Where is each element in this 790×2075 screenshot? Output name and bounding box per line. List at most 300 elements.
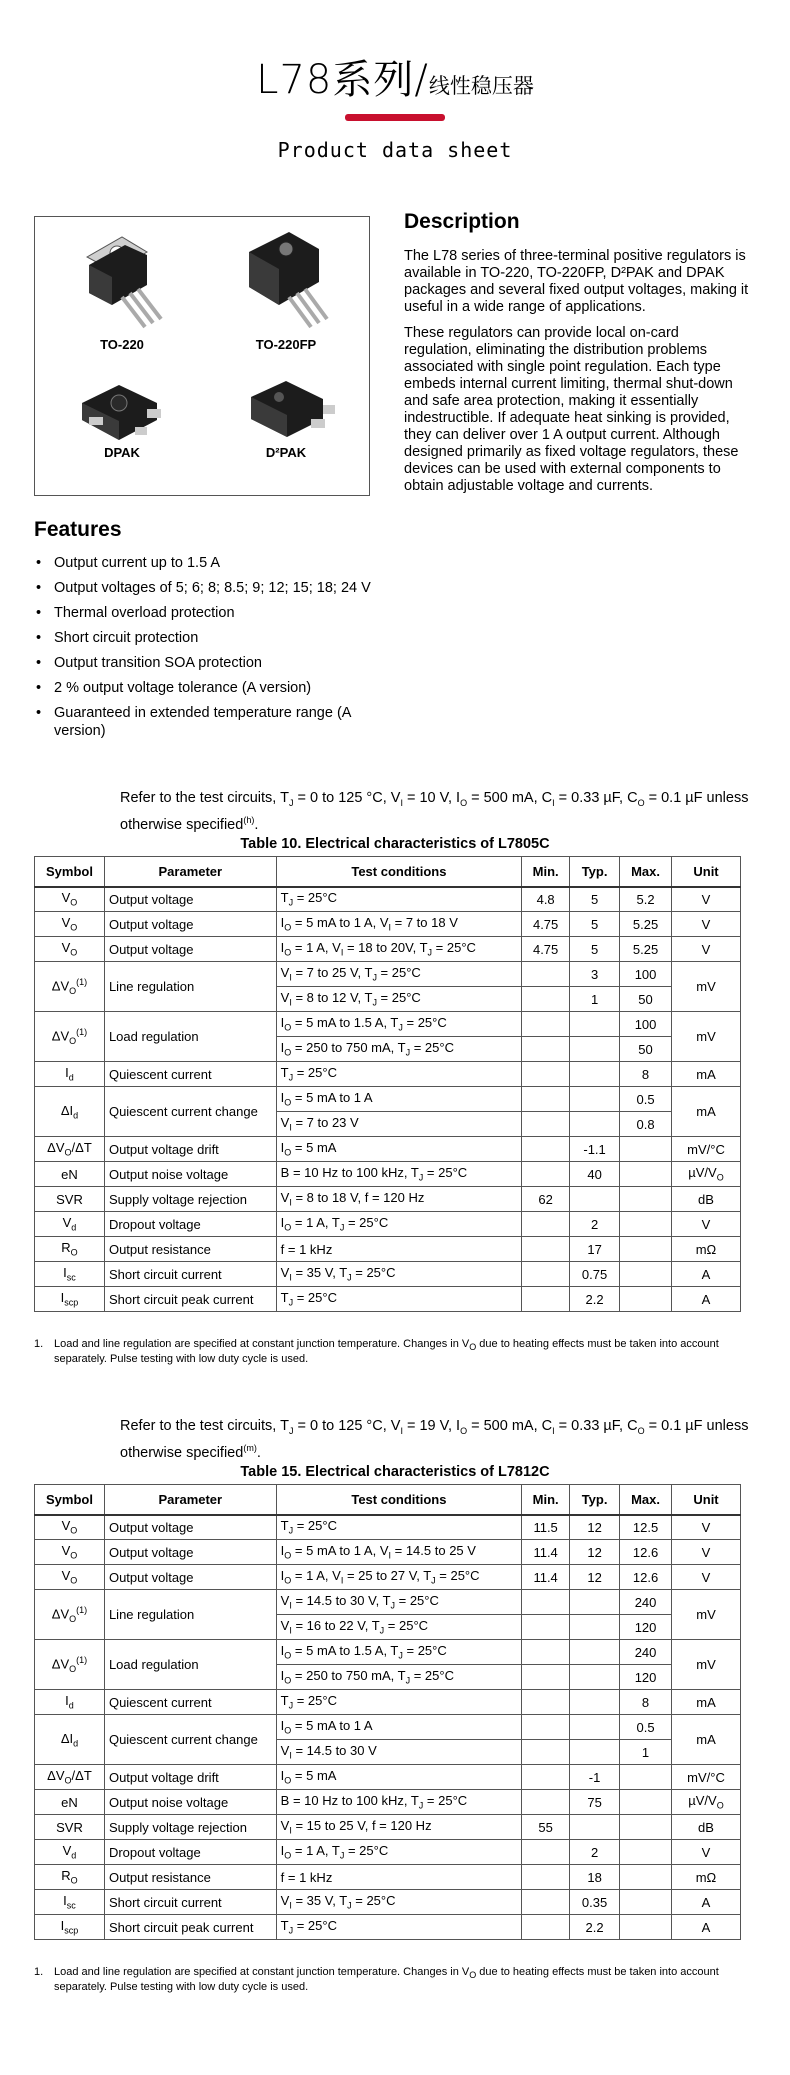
d2pak-package-icon xyxy=(231,375,341,445)
test-conditions-intro: Refer to the test circuits, $T_J = 0$ to 125 °C, $V_I = 19$ V, $I_O = 500$ mA, $C_I = 0.33$ µF, $C_O = 0.1$ µF unless otherwise specified$^{(m)}$. xyxy=(120,1418,749,1461)
table-cell: 12 xyxy=(570,1540,620,1565)
symbol-cell: $\Delta V_O/\Delta T$ xyxy=(35,1137,105,1162)
parameter-cell: Output resistance xyxy=(104,1865,276,1890)
parameter-cell: Output noise voltage xyxy=(104,1790,276,1815)
table-cell xyxy=(522,1740,570,1765)
table-cell xyxy=(522,1162,570,1187)
table-cell xyxy=(522,1590,570,1615)
table-cell: 40 xyxy=(570,1162,620,1187)
table-cell: -1.1 xyxy=(570,1137,620,1162)
table-cell xyxy=(522,1112,570,1137)
footnote-number: 1. xyxy=(34,1338,44,1350)
table-cell xyxy=(522,1665,570,1690)
table-header-row xyxy=(35,857,741,887)
footnote-text: Load and line regulation are specified at constant junction temperature. Changes in $V_O$ due to heating effects must be taken into account separately. Pulse testing with low duty cycle is used. xyxy=(54,1966,719,1994)
table-cell xyxy=(570,1715,620,1740)
table-cell: 0.5 xyxy=(620,1715,672,1740)
condition-cell: $V_I = 7$ to 23 V xyxy=(276,1112,522,1137)
parameter-cell: Output voltage drift xyxy=(104,1137,276,1162)
package-label: TO-220FP xyxy=(255,337,317,352)
package-label: DPAK xyxy=(104,445,140,460)
electrical-characteristics-table xyxy=(34,856,741,1312)
table-cell xyxy=(620,1865,672,1890)
table-row xyxy=(35,1087,741,1112)
list-item: • Short circuit protection xyxy=(34,629,374,647)
table-cell: 50 xyxy=(620,1037,672,1062)
table-cell xyxy=(570,1590,620,1615)
unit-cell: mV xyxy=(672,1640,741,1690)
description-paragraph: The L78 series of three-terminal positive regulators is available in TO-220, TO-220FP, D²PAK and DPAK packages and several fixed output voltages, making it useful in a wide range of applications. xyxy=(404,248,749,315)
list-item: • Output current up to 1.5 A xyxy=(34,554,374,572)
symbol-cell: $I_{sc}$ xyxy=(35,1890,105,1915)
package-dpak xyxy=(57,375,187,460)
symbol-cell: $V_O$ xyxy=(35,887,105,912)
symbol-cell: $\Delta V_O^{(1)}$ xyxy=(35,1012,105,1062)
unit-cell: V xyxy=(672,937,741,962)
table-row xyxy=(35,1137,741,1162)
parameter-cell: Output voltage xyxy=(104,912,276,937)
table-row xyxy=(35,1515,741,1540)
symbol-cell: $I_d$ xyxy=(35,1690,105,1715)
column-header: Unit xyxy=(672,1485,741,1515)
parameter-cell: Output voltage xyxy=(104,1515,276,1540)
table-cell: 2.2 xyxy=(570,1287,620,1312)
condition-cell: $I_O = 1$ A, $T_J = 25^\circ C$ xyxy=(276,1212,522,1237)
table-cell: 120 xyxy=(620,1615,672,1640)
condition-cell: $I_O = 5$ mA to 1 A, $V_I = 14.5$ to 25 V xyxy=(276,1540,522,1565)
table-row xyxy=(35,1815,741,1840)
table-cell: 0.75 xyxy=(570,1262,620,1287)
table-cell: 11.4 xyxy=(522,1565,570,1590)
table-cell xyxy=(522,1287,570,1312)
table-cell: 240 xyxy=(620,1640,672,1665)
title-sub: 线性稳压器 xyxy=(428,74,534,98)
symbol-cell: $I_{sc}$ xyxy=(35,1262,105,1287)
table-cell xyxy=(522,1062,570,1087)
column-header: Symbol xyxy=(35,1485,105,1515)
table-cell xyxy=(570,1187,620,1212)
table-cell xyxy=(570,1012,620,1037)
footnote-text: Load and line regulation are specified at constant junction temperature. Changes in $V_O$ due to heating effects must be taken into account separately. Pulse testing with low duty cycle is used. xyxy=(54,1338,719,1366)
intro-footnote-ref: (m) xyxy=(243,1442,257,1453)
table-cell: -1 xyxy=(570,1765,620,1790)
parameter-cell: Supply voltage rejection xyxy=(104,1187,276,1212)
table-cell xyxy=(620,1840,672,1865)
column-header: Typ. xyxy=(570,1485,620,1515)
symbol-cell: $I_d$ xyxy=(35,1062,105,1087)
parameter-cell: Short circuit current xyxy=(104,1890,276,1915)
column-header: Unit xyxy=(672,857,741,887)
table-cell: 8 xyxy=(620,1062,672,1087)
table-row xyxy=(35,937,741,962)
unit-cell: mV/°C xyxy=(672,1765,741,1790)
unit-cell: V xyxy=(672,1840,741,1865)
condition-cell: $V_I = 8$ to 18 V, f = 120 Hz xyxy=(276,1187,522,1212)
intro-vi: 19 V xyxy=(419,1418,448,1434)
test-conditions-intro: Refer to the test circuits, $T_J = 0$ to 125 °C, $V_I = 10$ V, $I_O = 500$ mA, $C_I = 0.33$ µF, $C_O = 0.1$ µF unless otherwise specified$^{(h)}$. xyxy=(120,790,749,833)
table-row xyxy=(35,1690,741,1715)
table-cell xyxy=(620,1915,672,1940)
parameter-cell: Load regulation xyxy=(104,1012,276,1062)
table-cell: 55 xyxy=(522,1815,570,1840)
column-header: Min. xyxy=(522,1485,570,1515)
condition-cell: f = 1 kHz xyxy=(276,1237,522,1262)
table-cell: 5.2 xyxy=(620,887,672,912)
table-cell xyxy=(620,1287,672,1312)
unit-cell: V xyxy=(672,1540,741,1565)
table-cell xyxy=(522,1640,570,1665)
table-cell xyxy=(620,1162,672,1187)
parameter-cell: Output voltage xyxy=(104,1540,276,1565)
condition-cell: $T_J = 25^\circ C$ xyxy=(276,1062,522,1087)
parameter-cell: Output noise voltage xyxy=(104,1162,276,1187)
table-cell xyxy=(620,1187,672,1212)
column-header: Symbol xyxy=(35,857,105,887)
parameter-cell: Output resistance xyxy=(104,1237,276,1262)
package-d2pak xyxy=(221,375,351,460)
table-row xyxy=(35,1840,741,1865)
condition-cell: $T_J = 25^\circ C$ xyxy=(276,1515,522,1540)
table-cell: 2.2 xyxy=(570,1915,620,1940)
column-header: Test conditions xyxy=(276,857,522,887)
unit-cell: mV/°C xyxy=(672,1137,741,1162)
table-cell: 5.25 xyxy=(620,912,672,937)
table-cell: 100 xyxy=(620,962,672,987)
unit-cell: V xyxy=(672,912,741,937)
table-cell xyxy=(570,1615,620,1640)
table-cell xyxy=(570,1665,620,1690)
parameter-cell: Quiescent current xyxy=(104,1062,276,1087)
parameter-cell: Short circuit peak current xyxy=(104,1287,276,1312)
condition-cell: $I_O = 1$ A, $T_J = 25^\circ C$ xyxy=(276,1840,522,1865)
list-item: • Output transition SOA protection xyxy=(34,654,374,672)
symbol-cell: $V_d$ xyxy=(35,1840,105,1865)
package-label: TO-220 xyxy=(100,337,144,352)
unit-cell: $\mu V/V_O$ xyxy=(672,1790,741,1815)
table-cell xyxy=(620,1212,672,1237)
parameter-cell: Output voltage xyxy=(104,937,276,962)
condition-cell: $V_I = 8$ to 12 V, $T_J = 25^\circ C$ xyxy=(276,987,522,1012)
parameter-cell: Line regulation xyxy=(104,1590,276,1640)
unit-cell: mΩ xyxy=(672,1865,741,1890)
condition-cell: $I_O = 5$ mA to 1 A xyxy=(276,1087,522,1112)
symbol-cell: $V_O$ xyxy=(35,1540,105,1565)
list-item: • Thermal overload protection xyxy=(34,604,374,622)
condition-cell: B = 10 Hz to 100 kHz, $T_J = 25^\circ C$ xyxy=(276,1162,522,1187)
table-cell: 5 xyxy=(570,912,620,937)
parameter-cell: Load regulation xyxy=(104,1640,276,1690)
table-cell: 0.8 xyxy=(620,1112,672,1137)
condition-cell: $V_I = 35$ V, $T_J = 25^\circ C$ xyxy=(276,1262,522,1287)
table-row xyxy=(35,887,741,912)
condition-cell: $I_O = 5$ mA to 1.5 A, $T_J = 25^\circ C$ xyxy=(276,1012,522,1037)
condition-cell: $I_O = 250$ to 750 mA, $T_J = 25^\circ C$ xyxy=(276,1037,522,1062)
table-cell xyxy=(620,1790,672,1815)
table-cell xyxy=(620,1237,672,1262)
table-cell: 17 xyxy=(570,1237,620,1262)
electrical-characteristics-table xyxy=(34,1484,741,1940)
intro-footnote-ref: (h) xyxy=(243,814,255,825)
table-cell xyxy=(522,1012,570,1037)
condition-cell: $I_O = 250$ to 750 mA, $T_J = 25^\circ C$ xyxy=(276,1665,522,1690)
table-cell: 12.6 xyxy=(620,1565,672,1590)
table-row xyxy=(35,1565,741,1590)
table-cell: 12 xyxy=(570,1515,620,1540)
document-subtitle: Product data sheet xyxy=(277,138,513,162)
table-cell: 1 xyxy=(620,1740,672,1765)
list-item: • Guaranteed in extended temperature range (A version) xyxy=(34,704,374,740)
table-cell: 1 xyxy=(570,987,620,1012)
unit-cell: V xyxy=(672,1515,741,1540)
to220-package-icon xyxy=(67,227,177,337)
symbol-cell: $V_O$ xyxy=(35,1515,105,1540)
table-row xyxy=(35,1715,741,1740)
table-cell xyxy=(620,1765,672,1790)
condition-cell: B = 10 Hz to 100 kHz, $T_J = 25^\circ C$ xyxy=(276,1790,522,1815)
column-header: Test conditions xyxy=(276,1485,522,1515)
description-section xyxy=(404,210,749,504)
table-cell: 3 xyxy=(570,962,620,987)
unit-cell: V xyxy=(672,1565,741,1590)
table-cell xyxy=(522,1790,570,1815)
table-cell: 100 xyxy=(620,1012,672,1037)
table-row xyxy=(35,1640,741,1665)
package-to220fp xyxy=(221,227,351,352)
table-row xyxy=(35,1590,741,1615)
unit-cell: mA xyxy=(672,1062,741,1087)
table-cell: 11.5 xyxy=(522,1515,570,1540)
condition-cell: $I_O = 1$ A, $V_I = 25$ to 27 V, $T_J = 25^\circ C$ xyxy=(276,1565,522,1590)
table-cell: 2 xyxy=(570,1212,620,1237)
symbol-cell: $\Delta V_O^{(1)}$ xyxy=(35,1640,105,1690)
package-images-box xyxy=(34,216,370,496)
table-cell xyxy=(522,1212,570,1237)
table-row xyxy=(35,1187,741,1212)
table-cell xyxy=(522,1715,570,1740)
intro-vi: 10 V xyxy=(419,790,448,806)
table-cell xyxy=(570,1815,620,1840)
symbol-cell: $V_O$ xyxy=(35,937,105,962)
table-row xyxy=(35,1915,741,1940)
table-cell: 0.35 xyxy=(570,1890,620,1915)
table-cell xyxy=(570,1037,620,1062)
table-row xyxy=(35,1865,741,1890)
column-header: Parameter xyxy=(104,857,276,887)
table-cell xyxy=(522,1087,570,1112)
table-row xyxy=(35,1237,741,1262)
table-cell: 4.8 xyxy=(522,887,570,912)
condition-cell: $V_I = 7$ to 25 V, $T_J = 25^\circ C$ xyxy=(276,962,522,987)
table-cell: 4.75 xyxy=(522,937,570,962)
table-cell xyxy=(522,1137,570,1162)
table-cell xyxy=(570,1690,620,1715)
unit-cell: mA xyxy=(672,1087,741,1137)
symbol-cell: $V_O$ xyxy=(35,912,105,937)
condition-cell: $I_O = 5$ mA xyxy=(276,1137,522,1162)
column-header: Min. xyxy=(522,857,570,887)
table-row xyxy=(35,1890,741,1915)
document-title xyxy=(0,48,790,105)
unit-cell: A xyxy=(672,1262,741,1287)
features-list xyxy=(34,554,374,740)
condition-cell: $V_I = 15$ to 25 V, f = 120 Hz xyxy=(276,1815,522,1840)
symbol-cell: eN xyxy=(35,1162,105,1187)
description-paragraph: These regulators can provide local on-card regulation, eliminating the distribution problems associated with single point regulation. Each type embeds internal current limiting, thermal shut-down and safe area protection, making it essentially indestructible. If adequate heat sinking is provided, they can deliver over 1 A output current. Although designed primarily as fixed voltage regulators, these devices can be used with external components to obtain adjustable voltage and currents. xyxy=(404,325,739,494)
parameter-cell: Supply voltage rejection xyxy=(104,1815,276,1840)
table-cell xyxy=(620,1815,672,1840)
table-cell xyxy=(620,1137,672,1162)
title-main: L78系列/ xyxy=(256,57,429,103)
dpak-package-icon xyxy=(67,375,177,445)
table-cell xyxy=(522,1690,570,1715)
table-cell xyxy=(522,1765,570,1790)
table-cell xyxy=(522,1237,570,1262)
table-cell xyxy=(522,1890,570,1915)
table-cell: 11.4 xyxy=(522,1540,570,1565)
table-cell: 12.6 xyxy=(620,1540,672,1565)
symbol-cell: $V_d$ xyxy=(35,1212,105,1237)
unit-cell: mΩ xyxy=(672,1237,741,1262)
parameter-cell: Output voltage xyxy=(104,887,276,912)
table-cell xyxy=(522,1915,570,1940)
table-cell xyxy=(570,1112,620,1137)
table-row xyxy=(35,1287,741,1312)
table-cell xyxy=(522,1262,570,1287)
table-cell: 0.5 xyxy=(620,1087,672,1112)
table-cell xyxy=(570,1087,620,1112)
table-cell xyxy=(620,1890,672,1915)
table-cell: 75 xyxy=(570,1790,620,1815)
condition-cell: $T_J = 25^\circ C$ xyxy=(276,887,522,912)
table-row xyxy=(35,962,741,987)
symbol-cell: $\Delta I_d$ xyxy=(35,1087,105,1137)
unit-cell: mA xyxy=(672,1715,741,1765)
footnote-number: 1. xyxy=(34,1966,44,1978)
parameter-cell: Dropout voltage xyxy=(104,1212,276,1237)
symbol-cell: $\Delta V_O/\Delta T$ xyxy=(35,1765,105,1790)
condition-cell: $I_O = 5$ mA to 1.5 A, $T_J = 25^\circ C$ xyxy=(276,1640,522,1665)
table-cell xyxy=(522,1037,570,1062)
table-row xyxy=(35,1062,741,1087)
condition-cell: $V_I = 16$ to 22 V, $T_J = 25^\circ C$ xyxy=(276,1615,522,1640)
condition-cell: f = 1 kHz xyxy=(276,1865,522,1890)
condition-cell: $T_J = 25^\circ C$ xyxy=(276,1915,522,1940)
condition-cell: $V_I = 14.5$ to 30 V xyxy=(276,1740,522,1765)
condition-cell: $T_J = 25^\circ C$ xyxy=(276,1287,522,1312)
table-row xyxy=(35,1765,741,1790)
condition-cell: $V_I = 14.5$ to 30 V, $T_J = 25^\circ C$ xyxy=(276,1590,522,1615)
condition-cell: $I_O = 5$ mA to 1 A, $V_I = 7$ to 18 V xyxy=(276,912,522,937)
parameter-cell: Output voltage drift xyxy=(104,1765,276,1790)
column-header: Max. xyxy=(620,1485,672,1515)
unit-cell: V xyxy=(672,887,741,912)
unit-cell: $\mu V/V_O$ xyxy=(672,1162,741,1187)
table-cell: 5 xyxy=(570,887,620,912)
features-section xyxy=(34,518,374,747)
unit-cell: mV xyxy=(672,1590,741,1640)
table-cell: 18 xyxy=(570,1865,620,1890)
table-cell: 12.5 xyxy=(620,1515,672,1540)
condition-cell: $I_O = 1$ A, $V_I = 18$ to 20V, $T_J = 25^\circ C$ xyxy=(276,937,522,962)
table-cell: 62 xyxy=(522,1187,570,1212)
table-cell xyxy=(570,1640,620,1665)
table-cell: 50 xyxy=(620,987,672,1012)
unit-cell: dB xyxy=(672,1815,741,1840)
table-cell xyxy=(522,1840,570,1865)
title-underline xyxy=(345,114,445,121)
table-cell xyxy=(620,1262,672,1287)
table-cell: 120 xyxy=(620,1665,672,1690)
parameter-cell: Quiescent current change xyxy=(104,1715,276,1765)
table-header-row xyxy=(35,1485,741,1515)
table-cell xyxy=(570,1740,620,1765)
condition-cell: $T_J = 25^\circ C$ xyxy=(276,1690,522,1715)
package-to220 xyxy=(57,227,187,352)
parameter-cell: Short circuit current xyxy=(104,1262,276,1287)
table-cell: 5.25 xyxy=(620,937,672,962)
table-row xyxy=(35,1790,741,1815)
unit-cell: V xyxy=(672,1212,741,1237)
table-caption: Table 10. Electrical characteristics of L7805C xyxy=(240,836,550,852)
package-label: D²PAK xyxy=(265,445,307,460)
condition-cell: $I_O = 5$ mA xyxy=(276,1765,522,1790)
unit-cell: A xyxy=(672,1890,741,1915)
symbol-cell: SVR xyxy=(35,1815,105,1840)
list-item: • Output voltages of 5; 6; 8; 8.5; 9; 12; 15; 18; 24 V xyxy=(34,579,374,597)
condition-cell: $V_I = 35$ V, $T_J = 25^\circ C$ xyxy=(276,1890,522,1915)
to220fp-package-icon xyxy=(231,227,341,337)
table-cell xyxy=(522,962,570,987)
description-heading: Description xyxy=(404,210,520,233)
column-header: Typ. xyxy=(570,857,620,887)
symbol-cell: $\Delta I_d$ xyxy=(35,1715,105,1765)
table-row xyxy=(35,1540,741,1565)
table-cell: 2 xyxy=(570,1840,620,1865)
table-caption: Table 15. Electrical characteristics of L7812C xyxy=(240,1464,550,1480)
parameter-cell: Short circuit peak current xyxy=(104,1915,276,1940)
parameter-cell: Quiescent current xyxy=(104,1690,276,1715)
unit-cell: mA xyxy=(672,1690,741,1715)
symbol-cell: $I_{scp}$ xyxy=(35,1287,105,1312)
symbol-cell: $V_O$ xyxy=(35,1565,105,1590)
symbol-cell: $R_O$ xyxy=(35,1237,105,1262)
parameter-cell: Quiescent current change xyxy=(104,1087,276,1137)
table-cell xyxy=(522,987,570,1012)
parameter-cell: Dropout voltage xyxy=(104,1840,276,1865)
symbol-cell: $\Delta V_O^{(1)}$ xyxy=(35,1590,105,1640)
unit-cell: A xyxy=(672,1287,741,1312)
table-cell: 8 xyxy=(620,1690,672,1715)
unit-cell: mV xyxy=(672,962,741,1012)
symbol-cell: $\Delta V_O^{(1)}$ xyxy=(35,962,105,1012)
table-cell: 4.75 xyxy=(522,912,570,937)
unit-cell: A xyxy=(672,1915,741,1940)
features-heading: Features xyxy=(34,518,122,541)
table-cell: 240 xyxy=(620,1590,672,1615)
table-row xyxy=(35,1212,741,1237)
symbol-cell: $R_O$ xyxy=(35,1865,105,1890)
table-row xyxy=(35,1262,741,1287)
symbol-cell: eN xyxy=(35,1790,105,1815)
parameter-cell: Output voltage xyxy=(104,1565,276,1590)
table-cell xyxy=(522,1865,570,1890)
condition-cell: $I_O = 5$ mA to 1 A xyxy=(276,1715,522,1740)
symbol-cell: $I_{scp}$ xyxy=(35,1915,105,1940)
table-cell: 5 xyxy=(570,937,620,962)
table-row xyxy=(35,1162,741,1187)
column-header: Max. xyxy=(620,857,672,887)
column-header: Parameter xyxy=(104,1485,276,1515)
